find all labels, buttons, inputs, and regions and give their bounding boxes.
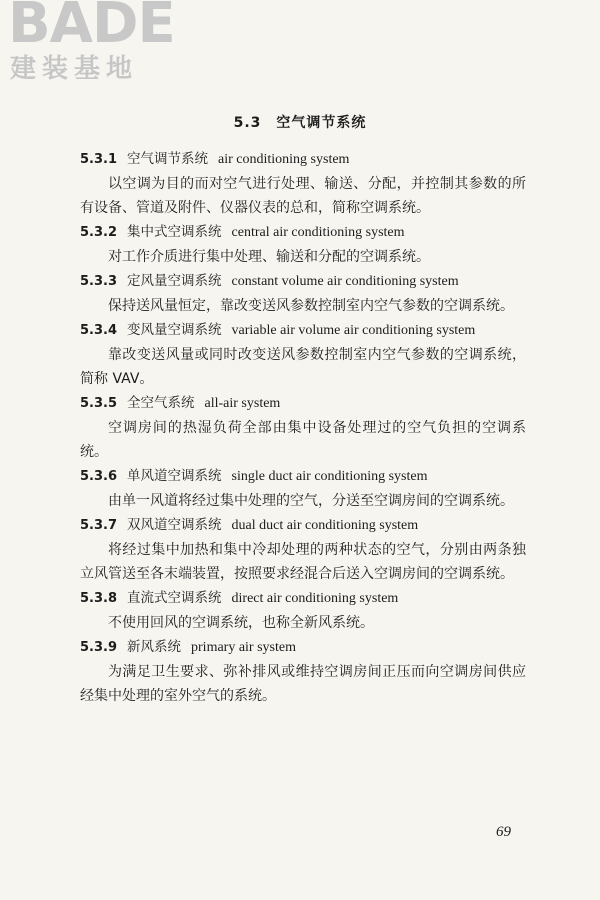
term-heading (80, 318, 526, 343)
term-number: 5.3.3 (80, 274, 118, 289)
term-entry (80, 318, 526, 391)
term-entry (80, 220, 526, 269)
term-heading (80, 269, 526, 294)
watermark-subtitle: 建装基地 (10, 54, 139, 84)
term-entry (80, 147, 526, 220)
term-number: 5.3.8 (80, 591, 118, 606)
terms-list (80, 147, 526, 708)
term-name-en: central air conditioning system (231, 225, 405, 240)
term-number: 5.3.2 (80, 225, 118, 240)
term-number: 5.3.6 (80, 469, 118, 484)
term-definition: 将经过集中加热和集中冷却处理的两种状态的空气，分别由两条独立风管送至各末端装置，按照要求经混合后送入空调房间的空调系统。 (80, 542, 526, 582)
term-name-en: primary air system (191, 640, 296, 655)
term-name-cn: 空气调节系统 (127, 151, 209, 167)
term-heading (80, 391, 526, 416)
term-heading (80, 147, 526, 172)
term-heading (80, 513, 526, 538)
watermark-brand: BADE (8, 0, 175, 56)
term-name-cn: 集中式空调系统 (127, 224, 222, 240)
term-name-en: constant volume air conditioning system (231, 274, 459, 289)
term-definition: 保持送风量恒定，靠改变送风参数控制室内空气参数的空调系统。 (108, 298, 514, 314)
term-name-en: air conditioning system (218, 152, 350, 167)
term-name-en: variable air volume air conditioning system (231, 323, 476, 338)
term-name-en: single duct air conditioning system (231, 469, 428, 484)
term-definition: 由单一风道将经过集中处理的空气，分送至空调房间的空调系统。 (108, 493, 514, 509)
bade-watermark-logo (6, 2, 181, 88)
term-entry (80, 635, 526, 708)
term-heading (80, 586, 526, 611)
term-name-cn: 直流式空调系统 (127, 590, 222, 606)
term-number: 5.3.5 (80, 396, 118, 411)
term-definition: 不使用回风的空调系统，也称全新风系统。 (108, 615, 374, 631)
term-name-en: direct air conditioning system (231, 591, 399, 606)
term-number: 5.3.1 (80, 152, 118, 167)
term-number: 5.3.9 (80, 640, 118, 655)
term-entry (80, 586, 526, 635)
term-entry (80, 269, 526, 318)
term-heading (80, 464, 526, 489)
term-name-cn: 定风量空调系统 (127, 273, 222, 289)
term-name-en: all-air system (204, 396, 281, 411)
term-definition: 靠改变送风量或同时改变送风参数控制室内空气参数的空调系统，简称 VAV。 (80, 347, 526, 387)
term-definition: 为满足卫生要求、弥补排风或维持空调房间正压而向空调房间供应经集中处理的室外空气的系统。 (80, 664, 526, 704)
term-heading (80, 635, 526, 660)
term-entry (80, 391, 526, 464)
term-entry (80, 513, 526, 586)
page-number: 69 (496, 824, 511, 840)
term-name-en: dual duct air conditioning system (231, 518, 419, 533)
term-name-cn: 变风量空调系统 (127, 322, 222, 338)
term-number: 5.3.4 (80, 323, 118, 338)
term-name-cn: 全空气系统 (127, 395, 195, 411)
term-heading (80, 220, 526, 245)
term-name-cn: 新风系统 (127, 639, 182, 655)
section-title: 5.3 空气调节系统 (233, 115, 367, 131)
term-definition: 对工作介质进行集中处理、输送和分配的空调系统。 (108, 249, 430, 265)
term-definition: 空调房间的热湿负荷全部由集中设备处理过的空气负担的空调系统。 (80, 420, 526, 460)
term-name-cn: 单风道空调系统 (127, 468, 222, 484)
term-entry (80, 464, 526, 513)
term-definition: 以空调为目的而对空气进行处理、输送、分配，并控制其参数的所有设备、管道及附件、仪器仪表的总和，简称空调系统。 (80, 176, 526, 216)
term-number: 5.3.7 (80, 518, 118, 533)
term-name-cn: 双风道空调系统 (127, 517, 222, 533)
